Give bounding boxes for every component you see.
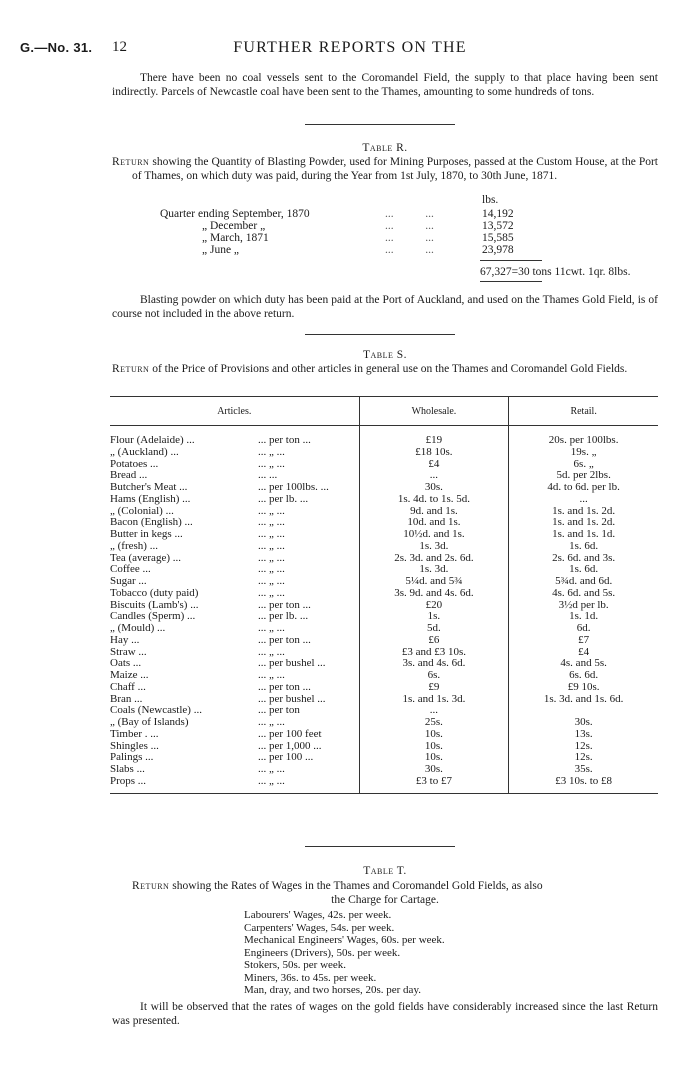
retail-price: 35s. [509,764,658,776]
article-cell [110,564,359,576]
article-unit: ... „ ... [258,774,285,787]
article-unit: ... per ton ... [258,680,311,693]
column-header-articles: Articles. [110,397,359,426]
article-cell [110,576,359,588]
article-name: Tobacco (duty paid) [110,586,199,599]
sum-rule [480,260,542,261]
wholesale-price: 1s. [359,611,509,623]
wholesale-price: £3 and £3 10s. [359,647,509,659]
table-row [110,541,658,553]
article-name: „ (Auckland) ... [110,445,179,458]
leader-dots: ... ... [385,220,434,232]
table-s-return-word: Return [112,363,150,375]
table-r-note: Blasting powder on which duty has been paid at the Port of Auckland, and used on the Thames Gold Field, is of course not included in the above return. [112,294,658,320]
wholesale-price: £3 to £7 [359,776,509,793]
column-header-retail: Retail. [509,397,658,426]
wage-item: Labourers' Wages, 42s. per week. [244,909,392,921]
article-unit: ... per lb. ... [258,492,309,505]
article-cell [110,447,359,459]
article-unit: ... „ ... [258,445,285,458]
article-unit: ... per 100 feet [258,727,322,740]
article-cell [110,635,359,647]
table-row [110,764,658,776]
article-cell [110,670,359,682]
article-name: Straw ... [110,645,147,658]
wholesale-price: £20 [359,600,509,612]
retail-price: 1s. and 1s. 1d. [509,529,658,541]
retail-price: 2s. 6d. and 3s. [509,553,658,565]
retail-price: 19s. „ [509,447,658,459]
leader-dots: ... ... [385,244,434,256]
table-t-description-line2: the Charge for Cartage. [331,894,439,906]
retail-price: 1s. 1d. [509,611,658,623]
running-title: FURTHER REPORTS ON THE [233,39,467,56]
table-r-row-label: „ March, 1871 [202,232,269,244]
retail-price: 4s. 6d. and 5s. [509,588,658,600]
wholesale-price: £19 [359,426,509,447]
wholesale-price: £18 10s. [359,447,509,459]
table-row [110,670,658,682]
article-name: Maize ... [110,669,149,681]
wholesale-price: 30s. [359,764,509,776]
table-s-heading: Table S. [362,349,408,361]
table-t-description-text: showing the Rates of Wages in the Thames and Coromandel Gold Fields, as also [172,880,543,892]
article-name: Hay ... [110,633,140,646]
page-header [20,40,680,60]
article-name: „ (Mould) ... [110,622,166,634]
table-r-description-text: showing the Quantity of Blasting Powder, used for Mining Purposes, passed at the Custom House, at the Port of Thames, on which duty was paid, during the Year from 1st July, 1870, to 30th June, 1871. [132,156,659,182]
wages-list [244,909,445,997]
wholesale-price: 1s. 3d. [359,564,509,576]
article-unit: ... per ton ... [258,434,311,446]
article-cell [110,459,359,471]
retail-price: 12s. [509,741,658,753]
table-s-description [112,362,658,376]
article-name: Timber . ... [110,727,159,740]
table-r-heading: Table R. [362,142,408,154]
retail-price: ... [509,494,658,506]
retail-price: 13s. [509,729,658,741]
retail-price: 4s. and 5s. [509,658,658,670]
article-name: „ (Bay of Islands) [110,716,189,728]
article-unit: ... „ ... [258,563,285,576]
wholesale-price: 25s. [359,717,509,729]
table-t-heading: Table T. [363,865,407,877]
wholesale-price: 5d. [359,623,509,635]
article-cell [110,776,359,793]
table-r-row-value: 23,978 [482,244,514,256]
table-row [110,729,658,741]
retail-price: £3 10s. to £8 [509,776,658,793]
article-name: Biscuits (Lamb's) ... [110,598,199,611]
retail-price: 4d. to 6d. per lb. [509,482,658,494]
article-unit: ... „ ... [258,622,285,634]
article-unit: ... „ ... [258,763,285,775]
table-r-description [112,155,658,183]
article-unit: ... „ ... [258,645,285,658]
retail-price: 1s. 6d. [509,541,658,553]
wage-item: Carpenters' Wages, 54s. per week. [244,921,395,934]
section-divider [305,334,455,335]
wholesale-price: 2s. 3d. and 2s. 6d. [359,553,509,565]
article-cell [110,717,359,729]
wholesale-price: 10s. [359,729,509,741]
wholesale-price: £9 [359,682,509,694]
article-unit: ... per 100 ... [258,751,314,764]
article-name: Tea (average) ... [110,551,181,564]
retail-price: £4 [509,647,658,659]
table-row [110,682,658,694]
retail-price: 6s. „ [509,459,658,471]
table-r-return-word: Return [112,156,150,168]
retail-price: 3½d per lb. [509,600,658,612]
article-unit: ... per ton ... [258,633,311,646]
table-t-description-line1 [132,879,658,893]
table-r-row-value: 14,192 [482,208,514,220]
sum-rule [480,281,542,282]
article-unit: ... per bushel ... [258,692,326,705]
retail-price: 30s. [509,717,658,729]
wholesale-price: £6 [359,635,509,647]
article-name: Shingles ... [110,739,159,752]
article-name: Potatoes ... [110,457,159,470]
table-r-total: 67,327=30 tons 11cwt. 1qr. 8lbs. [480,266,631,278]
wholesale-price: 3s. 9d. and 4s. 6d. [359,588,509,600]
table-row [110,494,658,506]
wage-item: Man, dray, and two horses, 20s. per day. [244,984,421,996]
article-unit: ... per lb. ... [258,610,309,623]
closing-paragraph: It will be observed that the rates of wages on the gold fields have considerably increased since the last Return was presented. [112,1001,658,1027]
page-number: 12 [112,39,127,55]
article-unit: ... „ ... [258,586,285,599]
article-cell [110,494,359,506]
article-unit: ... „ ... [258,528,285,540]
article-unit: ... per 100lbs. ... [258,481,329,493]
table-row [110,776,658,793]
article-cell [110,623,359,635]
wage-item: Engineers (Drivers), 50s. per week. [244,946,401,959]
retail-price: 5¾d. and 6d. [509,576,658,588]
table-row [110,717,658,729]
section-divider [305,846,455,847]
article-unit: ... „ ... [258,504,285,517]
article-name: Flour (Adelaide) ... [110,434,195,446]
table-r-row-label: „ June „ [202,244,240,256]
article-unit: ... per ton ... [258,598,311,611]
article-cell [110,752,359,764]
article-unit: ... „ ... [258,457,285,470]
article-unit: ... per bushel ... [258,657,326,670]
section-divider [305,124,455,125]
article-name: „ (Colonial) ... [110,504,174,517]
retail-price: £9 10s. [509,682,658,694]
article-cell [110,426,359,447]
article-name: Coffee ... [110,563,151,576]
article-cell [110,764,359,776]
retail-price: 5d. per 2lbs. [509,470,658,482]
article-name: Sugar ... [110,575,147,587]
retail-price: 1s. and 1s. 2d. [509,517,658,529]
wholesale-price: 30s. [359,482,509,494]
article-name: „ (fresh) ... [110,539,158,552]
article-cell [110,588,359,600]
wholesale-price: 9d. and 1s. [359,506,509,518]
article-name: Slabs ... [110,763,145,775]
table-row [110,635,658,647]
table-row [110,588,658,600]
table-r-row-value: 13,572 [482,220,514,232]
article-name: Bread ... [110,469,148,482]
provisions-table [110,396,658,794]
table-s-description-text: of the Price of Provisions and other articles in general use on the Thames and Coromandel Gold Fields. [152,363,628,375]
article-name: Coals (Newcastle) ... [110,704,202,717]
article-name: Butcher's Meat ... [110,481,188,493]
wage-item: Stokers, 50s. per week. [244,959,347,971]
retail-price: 20s. per 100lbs. [509,426,658,447]
article-unit: ... „ ... [258,716,285,728]
table-r-row-value: 15,585 [482,232,514,244]
article-name: Chaff ... [110,680,146,693]
wholesale-price: 10d. and 1s. [359,517,509,529]
article-unit: ... „ ... [258,539,285,552]
wholesale-price: 10s. [359,752,509,764]
article-name: Hams (English) ... [110,492,191,505]
article-cell [110,729,359,741]
table-r-row-label: „ December „ [202,220,266,232]
wholesale-price: 3s. and 4s. 6d. [359,658,509,670]
wholesale-price: £4 [359,459,509,471]
article-name: Candles (Sperm) ... [110,610,196,623]
article-name: Butter in kegs ... [110,528,183,540]
retail-price: 1s. and 1s. 2d. [509,506,658,518]
retail-price: 6s. 6d. [509,670,658,682]
article-unit: ... ... [258,469,278,482]
table-row [110,482,658,494]
wholesale-price: 6s. [359,670,509,682]
article-unit: ... „ ... [258,575,285,587]
retail-price: 12s. [509,752,658,764]
wholesale-price: ... [359,470,509,482]
retail-price: 6d. [509,623,658,635]
wholesale-price: 5¼d. and 5¾ [359,576,509,588]
wholesale-price: ... [359,705,509,717]
leader-dots: ... ... [385,232,434,244]
leader-dots: ... ... [385,208,434,220]
retail-price: 1s. 3d. and 1s. 6d. [509,694,658,706]
article-name: Bacon (English) ... [110,516,193,529]
wholesale-price: 1s. 4d. to 1s. 5d. [359,494,509,506]
column-header-wholesale: Wholesale. [359,397,509,426]
intro-paragraph: There have been no coal vessels sent to the Coromandel Field, the supply to that place having been sent indirectly. Parcels of Newcastle coal have been sent to the Thames, amounting to some hundreds of tons. [112,72,658,98]
provisions-table-body [110,426,658,794]
table-r-unit: lbs. [482,194,499,206]
article-name: Props ... [110,774,147,787]
article-name: Bran ... [110,692,143,705]
article-unit: ... „ ... [258,669,285,681]
table-t-return-word: Return [132,880,170,892]
retail-price: 1s. 6d. [509,564,658,576]
article-name: Oats ... [110,657,142,670]
article-unit: ... „ ... [258,516,285,529]
table-row [110,623,658,635]
article-cell [110,541,359,553]
table-row [110,529,658,541]
table-row [110,447,658,459]
wholesale-price: 10s. [359,741,509,753]
article-cell [110,482,359,494]
document-reference: G.—No. 31. [20,40,93,55]
article-unit: ... per 1,000 ... [258,739,322,752]
article-unit: ... „ ... [258,551,285,564]
table-row [110,611,658,623]
retail-price: £7 [509,635,658,647]
table-row [110,426,658,447]
table-row [110,576,658,588]
wholesale-price: 1s. 3d. [359,541,509,553]
wage-item: Miners, 36s. to 45s. per week. [244,971,377,984]
wholesale-price: 10½d. and 1s. [359,529,509,541]
article-unit: ... per ton [258,704,300,717]
table-r-row-label: Quarter ending September, 1870 [160,208,310,220]
article-name: Palings ... [110,751,154,764]
wage-item: Mechanical Engineers' Wages, 60s. per week. [244,934,445,946]
wholesale-price: 1s. and 1s. 3d. [359,694,509,706]
article-cell [110,529,359,541]
